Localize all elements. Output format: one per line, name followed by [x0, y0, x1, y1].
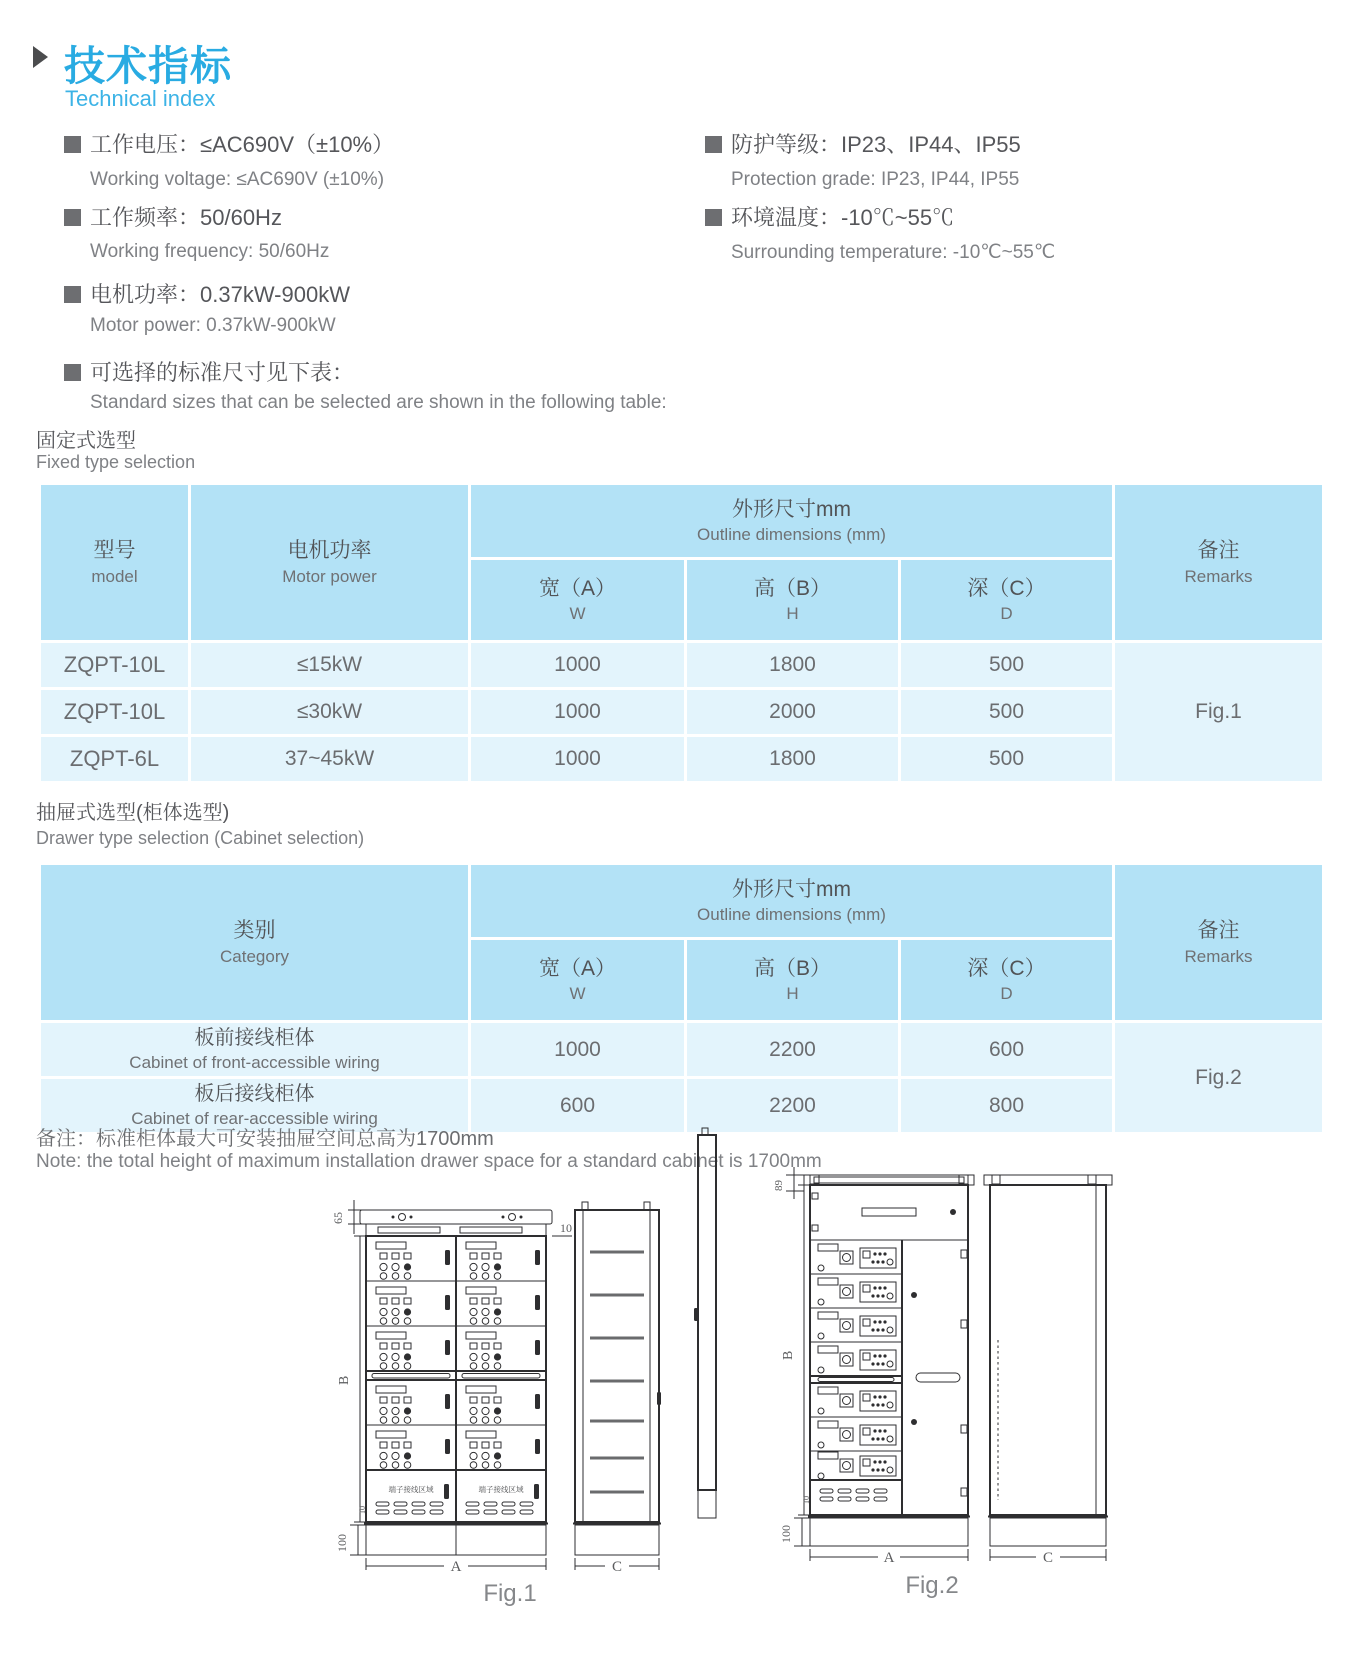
col-header-remarks [1114, 484, 1324, 642]
cell-depth: 500 [900, 689, 1114, 736]
fig1-dim-depth: C [611, 1559, 623, 1575]
cell-depth: 500 [900, 642, 1114, 689]
fig1-dim-bottom: 100 [335, 1534, 349, 1552]
col-header-depth [900, 939, 1114, 1022]
bullet-square-icon [64, 364, 81, 381]
spec-motor-power-zh [64, 278, 350, 309]
page-subtitle: Technical index [65, 86, 216, 111]
bullet-square-icon [64, 136, 81, 153]
drawer-section-title-en: Drawer type selection (Cabinet selection) [36, 828, 365, 848]
header-en: Outline dimensions (mm) [697, 525, 886, 545]
header-en: H [786, 984, 799, 1004]
header-en: H [786, 604, 799, 624]
header-en: D [1000, 984, 1013, 1004]
header-zh: 备注 [1197, 919, 1240, 943]
cell-remark: Fig.1 [1114, 642, 1324, 783]
cell-category [40, 1022, 470, 1078]
fixed-section-title-zh: 固定式选型 [36, 430, 136, 452]
col-header-category [40, 864, 470, 1022]
cell-width: 1000 [470, 642, 686, 689]
header-en: Motor power [282, 566, 377, 586]
fixed-type-table [38, 482, 1325, 784]
page-title: 技术指标 [64, 43, 232, 89]
cell-height: 2200 [686, 1022, 900, 1078]
table-row [40, 642, 1324, 689]
col-header-model [40, 484, 190, 642]
cell-model: ZQPT-6L [40, 736, 190, 783]
header-zh: 宽（A） [538, 576, 616, 600]
spec-text: 可选择的标准尺寸见下表： [90, 360, 355, 385]
fixed-section-title-en: Fixed type selection [36, 452, 196, 472]
header-en: Outline dimensions (mm) [697, 905, 886, 925]
header-zh: 备注 [1197, 539, 1240, 563]
spec-standard-sizes-zh [64, 356, 354, 387]
spec-standard-sizes-en: Standard sizes that can be selected are shown in the following table: [90, 392, 667, 413]
header-zh: 电机功率 [287, 539, 372, 563]
fig1-dim-top-right: 10 [560, 1221, 572, 1235]
fig2-dim-left: B [781, 1350, 796, 1360]
fig1-terminal-label: 端子接线区域 [478, 1485, 524, 1494]
cell-remark: Fig.2 [1114, 1022, 1324, 1134]
cell-model: ZQPT-10L [40, 689, 190, 736]
col-header-outline-dimensions [470, 484, 1114, 559]
figure-2-drawing [690, 1090, 1120, 1575]
bullet-square-icon [705, 209, 722, 226]
cell-height: 2200 [686, 1078, 900, 1134]
fig1-dim-top: 65 [331, 1212, 345, 1224]
spec-text: 环境温度：-10℃~55℃ [731, 205, 955, 230]
fig1-terminal-label: 端子接线区域 [388, 1485, 434, 1494]
category-en: Cabinet of front-accessible wiring [129, 1052, 380, 1072]
fig1-dim-vent: 10 [358, 1506, 367, 1514]
spec-working-voltage-en: Working voltage: ≤AC690V (±10%) [90, 169, 385, 190]
note-zh: 备注：标准柜体最大可安装抽屉空间总高为1700mm [36, 1128, 494, 1150]
cell-height: 1800 [686, 642, 900, 689]
col-header-outline-dimensions [470, 864, 1114, 939]
section-arrow-icon [33, 46, 48, 68]
spec-working-voltage-zh [64, 128, 394, 159]
cell-width: 1000 [470, 736, 686, 783]
cell-power: ≤15kW [190, 642, 470, 689]
header-zh: 型号 [93, 539, 136, 563]
cell-height: 2000 [686, 689, 900, 736]
header-zh: 外形尺寸mm [732, 877, 851, 901]
spec-surrounding-temp-en: Surrounding temperature: -10℃~55℃ [731, 242, 1056, 263]
col-header-width [470, 559, 686, 642]
col-header-height [686, 559, 900, 642]
cell-power: 37~45kW [190, 736, 470, 783]
fig2-caption: Fig.2 [905, 1572, 959, 1599]
cell-depth: 800 [900, 1078, 1114, 1134]
cell-depth: 500 [900, 736, 1114, 783]
bullet-square-icon [705, 136, 722, 153]
drawer-section-title-zh: 抽屉式选型(柜体选型) [36, 802, 230, 824]
header-en: D [1000, 604, 1013, 624]
fig2-dim-vent: 10 [802, 1496, 811, 1504]
col-header-depth [900, 559, 1114, 642]
header-zh: 高（B） [753, 576, 831, 600]
category-zh: 板前接线柜体 [194, 1026, 315, 1049]
header-en: W [569, 604, 586, 624]
col-header-motor-power [190, 484, 470, 642]
cell-power: ≤30kW [190, 689, 470, 736]
spec-protection-grade-zh [705, 128, 1021, 159]
col-header-remarks [1114, 864, 1324, 1022]
bullet-square-icon [64, 209, 81, 226]
header-zh: 深（C） [967, 956, 1046, 980]
cell-width: 1000 [470, 1022, 686, 1078]
col-header-width [470, 939, 686, 1022]
category-en: Cabinet of rear-accessible wiring [131, 1108, 378, 1128]
cell-height: 1800 [686, 736, 900, 783]
header-zh: 外形尺寸mm [732, 497, 851, 521]
cell-depth: 600 [900, 1022, 1114, 1078]
spec-surrounding-temp-zh [705, 201, 954, 232]
header-en: model [91, 566, 138, 586]
header-zh: 深（C） [967, 576, 1046, 600]
header-en: Remarks [1184, 566, 1253, 586]
fig1-dim-width: A [450, 1559, 462, 1575]
cell-width: 600 [470, 1078, 686, 1134]
spec-text: 工作频率：50/60Hz [90, 205, 282, 230]
fig1-caption: Fig.1 [483, 1580, 537, 1607]
bullet-square-icon [64, 286, 81, 303]
header-zh: 类别 [233, 919, 276, 943]
spec-motor-power-en: Motor power: 0.37kW-900kW [90, 315, 336, 336]
fig2-dim-depth: C [1042, 1550, 1054, 1566]
table-row [40, 1022, 1324, 1078]
category-zh: 板后接线柜体 [194, 1082, 315, 1105]
fig2-dim-bottom: 100 [779, 1525, 793, 1543]
cell-model: ZQPT-10L [40, 642, 190, 689]
figure-1-drawing [320, 1140, 710, 1585]
spec-text: 电机功率：0.37kW-900kW [90, 282, 350, 307]
drawer-type-table [38, 862, 1325, 1135]
header-en: Category [220, 946, 289, 966]
spec-text: 防护等级：IP23、IP44、IP55 [731, 132, 1021, 157]
fig2-dim-top: 89 [773, 1180, 785, 1191]
spec-text: 工作电压：≤AC690V（±10%） [90, 132, 395, 157]
header-zh: 宽（A） [538, 956, 616, 980]
header-zh: 高（B） [753, 956, 831, 980]
fig1-dim-left: B [337, 1375, 352, 1385]
cell-width: 1000 [470, 689, 686, 736]
spec-working-frequency-en: Working frequency: 50/60Hz [90, 241, 330, 262]
spec-protection-grade-en: Protection grade: IP23, IP44, IP55 [731, 169, 1020, 190]
col-header-height [686, 939, 900, 1022]
note-en: Note: the total height of maximum installation drawer space for a standard cabinet is 1700mm [36, 1151, 822, 1172]
header-en: W [569, 984, 586, 1004]
spec-working-frequency-zh [64, 201, 282, 232]
header-en: Remarks [1184, 946, 1253, 966]
fig2-dim-width: A [883, 1550, 895, 1566]
